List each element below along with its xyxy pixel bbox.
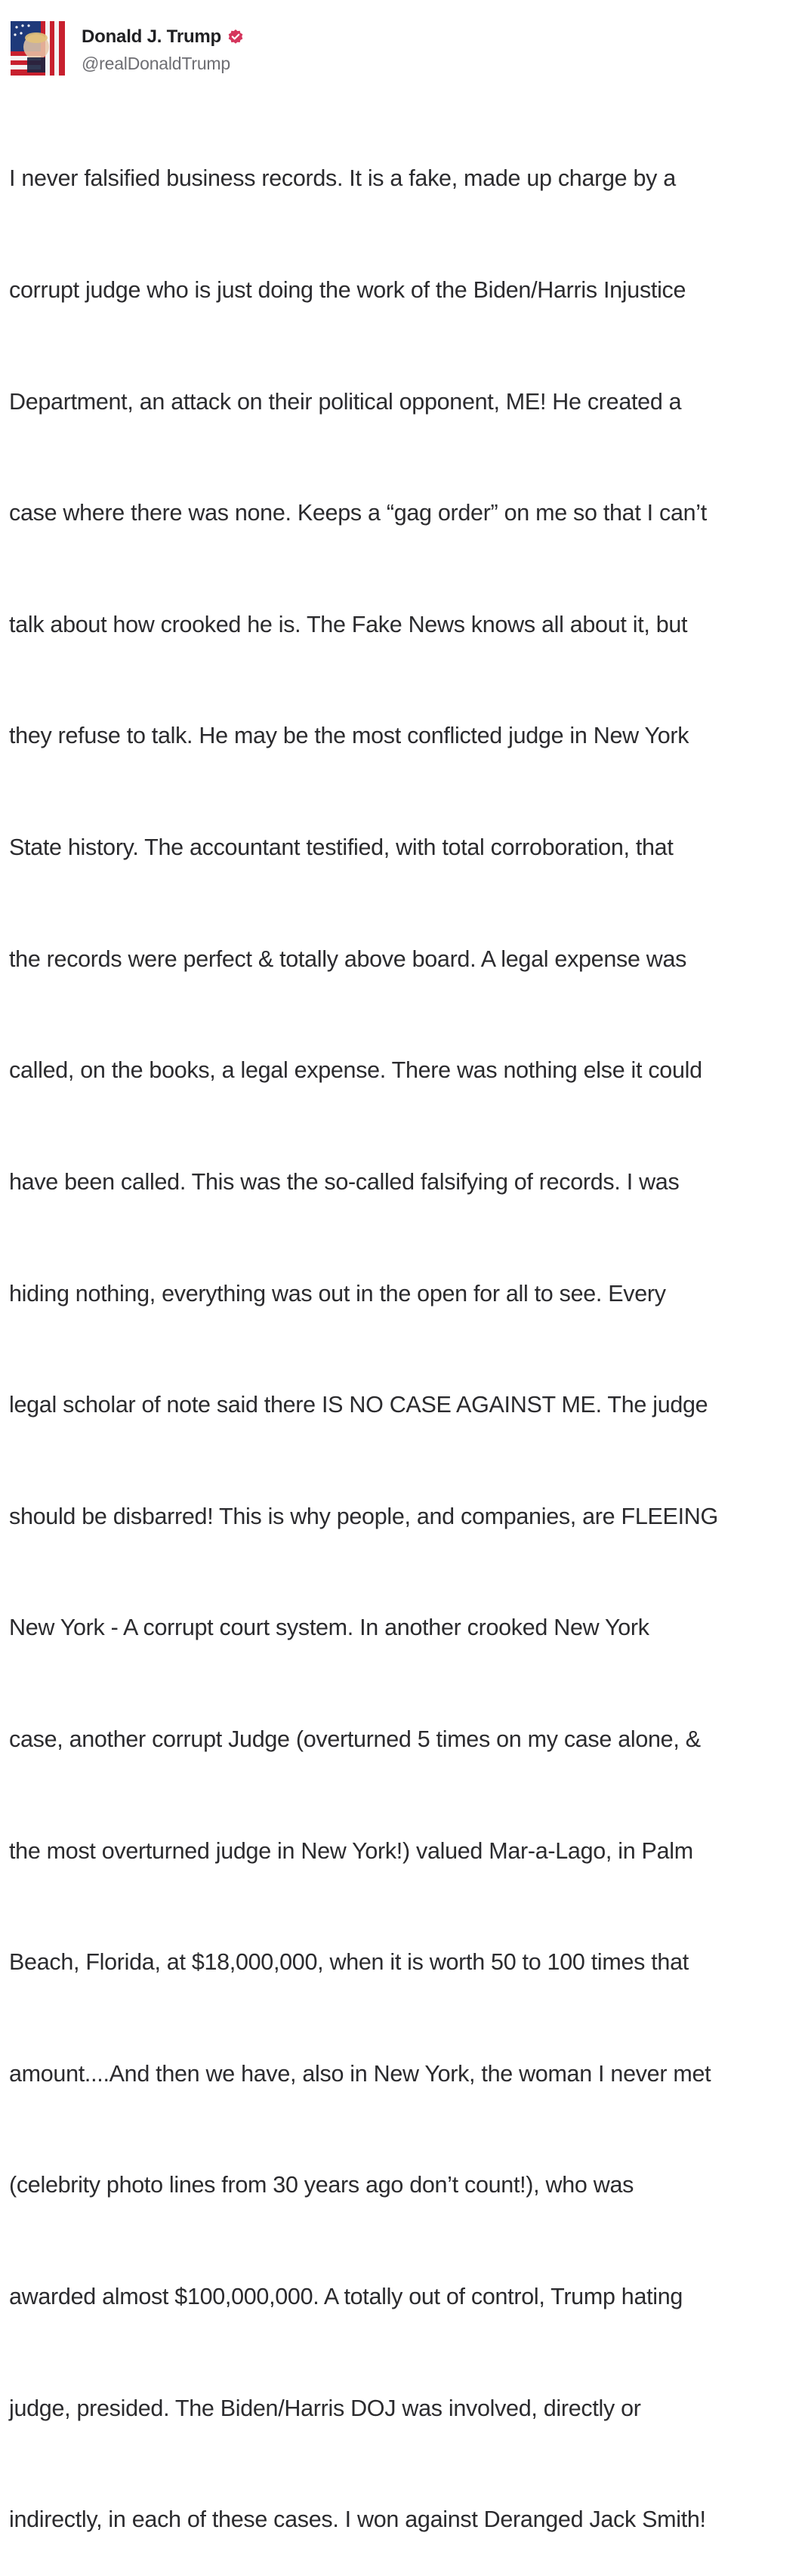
author-handle[interactable]: @realDonaldTrump bbox=[82, 53, 230, 73]
name-row bbox=[82, 23, 244, 51]
verified-badge-icon bbox=[227, 29, 244, 45]
post-text-line: called, on the books, a legal expense. There was nothing else it could bbox=[9, 1057, 702, 1084]
post-text-line: (celebrity photo lines from 30 years ago don’t count!), who was bbox=[9, 2172, 634, 2198]
post-text-line: State history. The accountant testified, with total corroboration, that bbox=[9, 835, 674, 861]
post-text-line: corrupt judge who is just doing the work of the Biden/Harris Injustice bbox=[9, 277, 686, 304]
post-text-line: New York - A corrupt court system. In another crooked New York bbox=[9, 1615, 649, 1641]
post-text-line: they refuse to talk. He may be the most conflicted judge in New York bbox=[9, 723, 689, 749]
post-text-line: case where there was none. Keeps a “gag order” on me so that I can’t bbox=[9, 500, 707, 526]
post-text bbox=[9, 86, 803, 2576]
post-text-line: I never falsified business records. It is a fake, made up charge by a bbox=[9, 165, 676, 192]
post-text-line: have been called. This was the so-called falsifying of records. I was bbox=[9, 1168, 680, 1195]
post-text-line: should be disbarred! This is why people, and companies, are FLEEING bbox=[9, 1503, 718, 1529]
post-text-line: the most overturned judge in New York!) valued Mar-a-Lago, in Palm bbox=[9, 1837, 693, 1864]
author-display-name[interactable]: Donald J. Trump bbox=[82, 26, 222, 47]
post-text-line: Beach, Florida, at $18,000,000, when it is worth 50 to 100 times that bbox=[9, 1949, 689, 1976]
post-text-line: Department, an attack on their political opponent, ME! He created a bbox=[9, 388, 682, 415]
post-text-line: hiding nothing, everything was out in the open for all to see. Every bbox=[9, 1280, 666, 1307]
post-text-line: indirectly, in each of these cases. I won against Deranged Jack Smith! bbox=[9, 2507, 706, 2533]
avatar[interactable] bbox=[11, 21, 65, 76]
post-text-line: talk about how crooked he is. The Fake News knows all about it, but bbox=[9, 611, 688, 637]
post-header bbox=[11, 20, 244, 77]
post-text-line: legal scholar of note said there IS NO CASE AGAINST ME. The judge bbox=[9, 1392, 708, 1418]
post-text-line: judge, presided. The Biden/Harris DOJ was involved, directly or bbox=[9, 2395, 641, 2421]
post-text-line: awarded almost $100,000,000. A totally out of control, Trump hating bbox=[9, 2283, 683, 2309]
post-text-line: the records were perfect & totally above board. A legal expense was bbox=[9, 946, 687, 972]
author-block bbox=[82, 23, 244, 74]
post-text-line: amount....And then we have, also in New York, the woman I never met bbox=[9, 2060, 711, 2087]
post-text-line: case, another corrupt Judge (overturned 5 times on my case alone, & bbox=[9, 1726, 701, 1752]
